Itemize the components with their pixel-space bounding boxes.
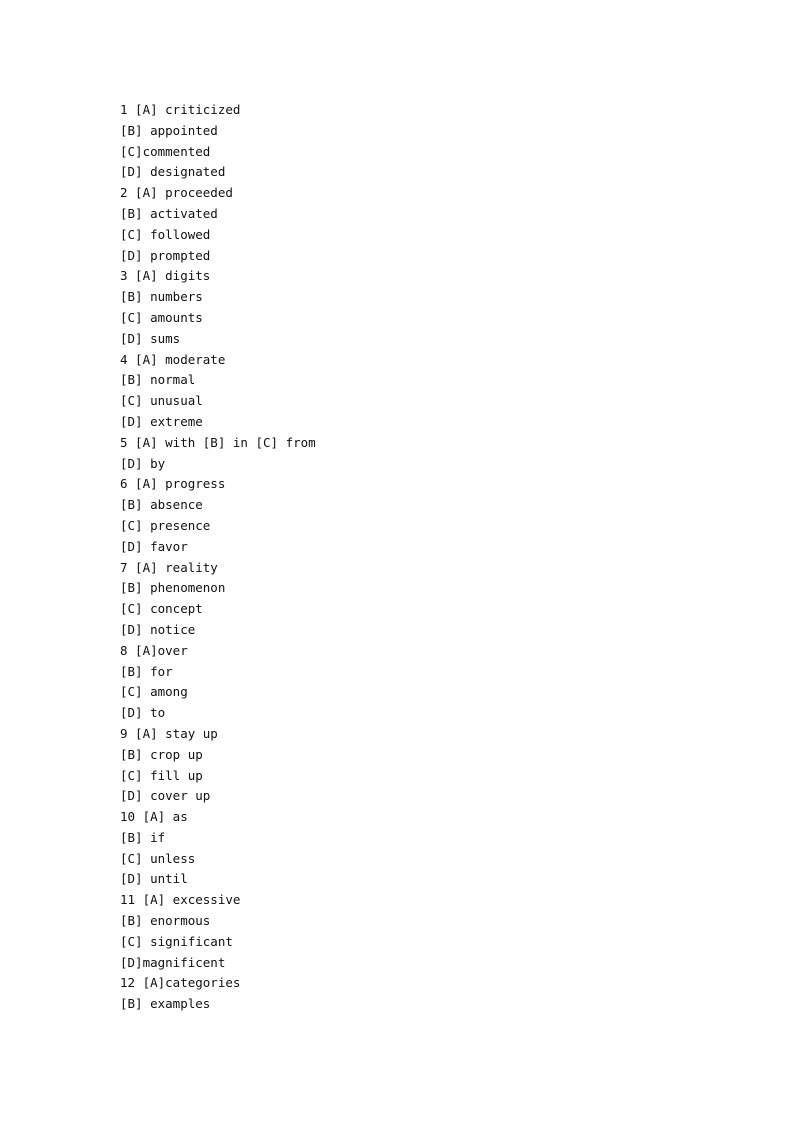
option-line: [B] crop up [120,746,203,762]
option-line: [C] concept [120,601,203,617]
option-line: [D] extreme [120,413,203,429]
option-line: [D] favor [120,538,188,554]
option-line: [C] presence [120,517,211,533]
option-line: [C] followed [120,226,211,242]
option-line: [D] to [120,705,166,721]
option-line: [C] amounts [120,309,203,325]
option-line: [C] fill up [120,767,203,783]
option-line: [D] by [120,455,166,471]
option-line: [D] sums [120,330,181,346]
option-line: 7 [A] reality [120,559,218,575]
option-line: [D] notice [120,621,196,637]
option-line: 2 [A] proceeded [120,185,233,201]
option-line: [B] if [120,829,166,845]
option-line: [B] absence [120,497,203,513]
option-line: [C] unless [120,850,196,866]
option-line: [D]magnificent [120,954,226,970]
option-line: [D] designated [120,164,226,180]
option-line: 1 [A] criticized [120,102,241,117]
option-line: 6 [A] progress [120,476,226,492]
option-line: [B] for [120,663,173,679]
answer-options-list [120,100,316,1015]
option-line: [B] normal [120,372,196,388]
option-line: [C] unusual [120,393,203,409]
option-line: 12 [A]categories [120,975,241,991]
option-line: 8 [A]over [120,642,188,658]
option-line: 10 [A] as [120,809,188,825]
option-line: 11 [A] excessive [120,892,241,908]
option-line: 5 [A] with [B] in [C] from [120,434,316,450]
option-line: 9 [A] stay up [120,725,218,741]
option-line: [B] enormous [120,913,211,929]
option-line: [B] activated [120,205,218,221]
option-line: 3 [A] digits [120,268,211,284]
option-line: [B] numbers [120,289,203,305]
option-line: [B] phenomenon [120,580,226,596]
option-line: [C]commented [120,143,211,159]
option-line: [B] examples [120,996,211,1012]
option-line: [D] prompted [120,247,211,263]
option-line: [D] until [120,871,188,887]
option-line: [C] significant [120,933,233,949]
option-line: 4 [A] moderate [120,351,226,367]
option-line: [C] among [120,684,188,700]
option-line: [D] cover up [120,788,211,804]
option-line: [B] appointed [120,122,218,138]
